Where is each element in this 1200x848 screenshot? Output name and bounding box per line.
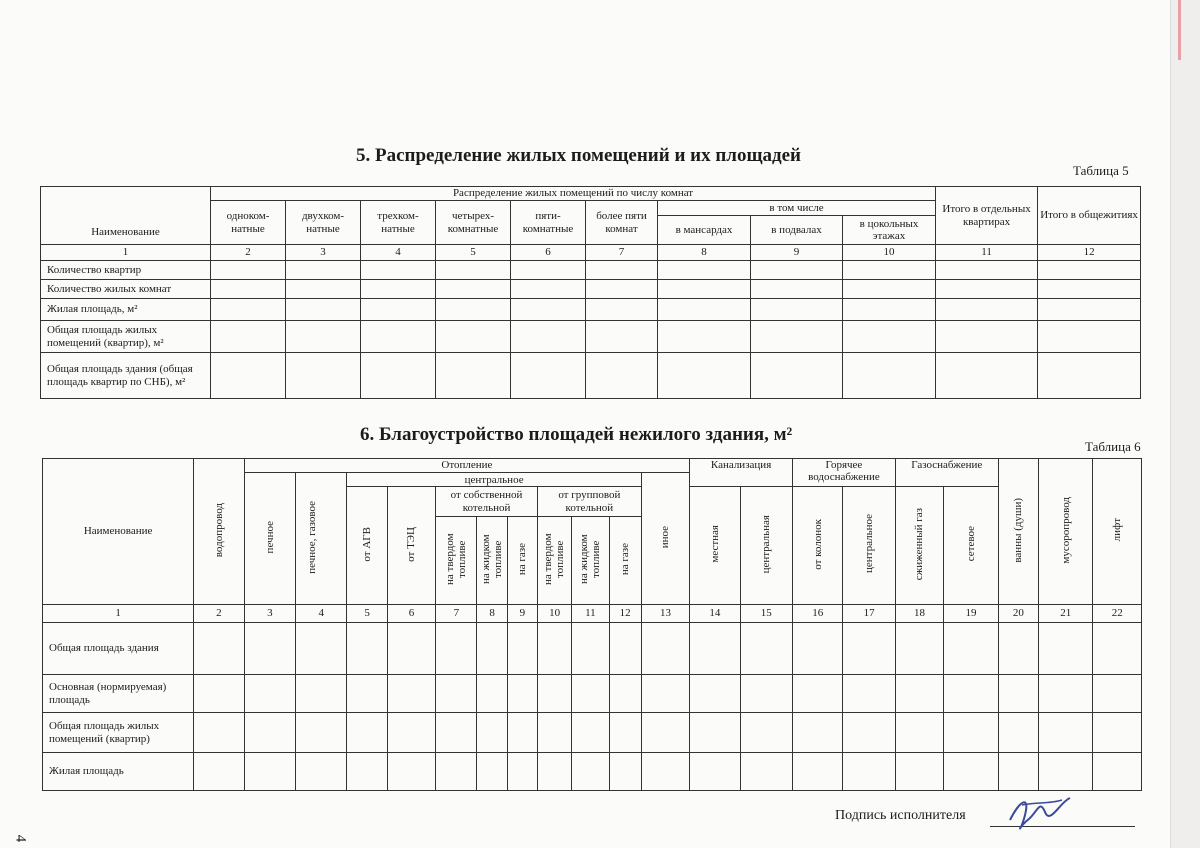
t6-row-label: Жилая площадь — [43, 753, 194, 791]
t6-col-name: Наименование — [43, 459, 194, 605]
table5-label: Таблица 5 — [1073, 163, 1129, 178]
t5-col-4room: четырех-комнатные — [436, 201, 511, 245]
t5-num: 9 — [751, 245, 843, 261]
t5-num: 11 — [936, 245, 1038, 261]
t5-col-3room: трехком-натные — [361, 201, 436, 245]
t6-num: 3 — [244, 605, 295, 623]
t6-row-label: Общая площадь жилых помещений (квартир) — [43, 713, 194, 753]
signature-scribble — [1000, 790, 1080, 836]
t6-col-central-s: центральная — [740, 487, 792, 605]
t6-num: 8 — [477, 605, 507, 623]
t6-num: 17 — [843, 605, 895, 623]
t6-gas-supply: Газоснабжение — [895, 459, 998, 487]
t5-row-total-area — [41, 321, 1141, 353]
t6-row-building-area — [43, 623, 1142, 675]
t5-row-label: Общая площадь жилых помещений (квартир), м² — [41, 321, 211, 353]
t5-num: 12 — [1038, 245, 1141, 261]
t6-num: 12 — [609, 605, 641, 623]
t5-col-basement: в подвалах — [751, 216, 843, 245]
t5-col-5room: пяти-комнатные — [511, 201, 586, 245]
t5-num: 6 — [511, 245, 586, 261]
t5-row-living-area — [41, 299, 1141, 321]
t5-col-ground: в цокольных этажах — [843, 216, 936, 245]
t6-num: 2 — [194, 605, 244, 623]
t5-col-1room: одноком-натные — [211, 201, 286, 245]
t5-row-rooms — [41, 280, 1141, 299]
t6-num: 4 — [296, 605, 347, 623]
t6-col-lift: лифт — [1093, 459, 1142, 605]
t6-num: 19 — [944, 605, 998, 623]
t5-num: 1 — [41, 245, 211, 261]
t6-own-boiler: от собственной котельной — [436, 487, 538, 517]
t6-sewer: Канализация — [690, 459, 793, 487]
t5-col-more5: более пяти комнат — [586, 201, 658, 245]
t6-row-main-area — [43, 675, 1142, 713]
margin-page-mark: 4 — [12, 834, 29, 843]
t6-num: 22 — [1093, 605, 1142, 623]
t6-col-own-gas: на газе — [507, 517, 537, 605]
t5-num: 8 — [658, 245, 751, 261]
t5-col-2room: двухком-натные — [286, 201, 361, 245]
t6-num: 6 — [387, 605, 435, 623]
t6-col-other: иное — [641, 473, 689, 605]
table5-heading: 5. Распределение жилых помещений и их площадей — [356, 145, 801, 166]
t6-col-baths: ванны (души) — [998, 459, 1038, 605]
t6-col-stove-gas: печное, газовое — [296, 473, 347, 605]
t6-col-local: местная — [690, 487, 740, 605]
t5-row-label: Жилая площадь, м² — [41, 299, 211, 321]
table5 — [40, 186, 1141, 399]
t6-col-stove: печное — [244, 473, 295, 605]
t6-col-central-hw: центральное — [843, 487, 895, 605]
t6-heating: Отопление — [244, 459, 690, 473]
t6-hot-water: Горячее водоснабжение — [793, 459, 896, 487]
t5-row-apartments — [41, 261, 1141, 280]
t6-col-group-solid: на твердом топливе — [537, 517, 571, 605]
t6-num: 7 — [436, 605, 477, 623]
t5-num: 5 — [436, 245, 511, 261]
t6-num: 9 — [507, 605, 537, 623]
table6-label: Таблица 6 — [1085, 439, 1141, 454]
t6-num: 1 — [43, 605, 194, 623]
t6-row-living-area — [43, 753, 1142, 791]
t6-col-tec: от ТЭЦ — [387, 487, 435, 605]
t6-num: 15 — [740, 605, 792, 623]
t6-col-own-liquid: на жидком топливе — [477, 517, 507, 605]
t5-num: 4 — [361, 245, 436, 261]
t6-col-group-gas: на газе — [609, 517, 641, 605]
table6 — [42, 458, 1142, 791]
t6-num: 20 — [998, 605, 1038, 623]
t6-row-living-premises — [43, 713, 1142, 753]
t6-row-label: Основная (нормируемая) площадь — [43, 675, 194, 713]
t5-num: 10 — [843, 245, 936, 261]
t5-total-sep: Итого в отдельных квартирах — [936, 187, 1038, 245]
t6-num: 5 — [347, 605, 387, 623]
scan-edge — [1170, 0, 1200, 848]
t6-central: центральное — [347, 473, 641, 487]
t5-col-attic: в мансардах — [658, 216, 751, 245]
t5-num: 7 — [586, 245, 658, 261]
t6-num: 16 — [793, 605, 843, 623]
t6-num: 21 — [1039, 605, 1093, 623]
t6-col-own-solid: на твердом топливе — [436, 517, 477, 605]
t6-col-garbage: мусоропровод — [1039, 459, 1093, 605]
t6-col-liquefied: сжиженный газ — [895, 487, 943, 605]
t6-col-agv: от АГВ — [347, 487, 387, 605]
t5-row-label: Количество квартир — [41, 261, 211, 280]
t5-num: 2 — [211, 245, 286, 261]
t5-group-header: Распределение жилых помещений по числу комнат — [211, 187, 936, 201]
signature-label: Подпись исполнителя — [835, 808, 966, 823]
t6-col-from-col: от колонок — [793, 487, 843, 605]
t5-incl-header: в том числе — [658, 201, 936, 216]
t6-num: 14 — [690, 605, 740, 623]
t6-num: 18 — [895, 605, 943, 623]
t5-row-label: Общая площадь здания (общая площадь квартир по СНБ), м² — [41, 353, 211, 399]
t6-col-group-liquid: на жидком топливе — [572, 517, 609, 605]
t6-col-network: сетевое — [944, 487, 998, 605]
t6-num: 13 — [641, 605, 689, 623]
t5-row-label: Количество жилых комнат — [41, 280, 211, 299]
t6-group-boiler: от групповой котельной — [537, 487, 641, 517]
scan-mark — [1178, 0, 1181, 60]
table6-heading: 6. Благоустройство площадей нежилого здания, м² — [360, 424, 793, 445]
t6-num: 11 — [572, 605, 609, 623]
t6-row-label: Общая площадь здания — [43, 623, 194, 675]
t5-col-name: Наименование — [41, 187, 211, 245]
t5-row-building-area — [41, 353, 1141, 399]
t6-num: 10 — [537, 605, 571, 623]
t5-num: 3 — [286, 245, 361, 261]
t6-col-water: водопровод — [194, 459, 244, 605]
t5-total-dorm: Итого в общежитиях — [1038, 187, 1141, 245]
